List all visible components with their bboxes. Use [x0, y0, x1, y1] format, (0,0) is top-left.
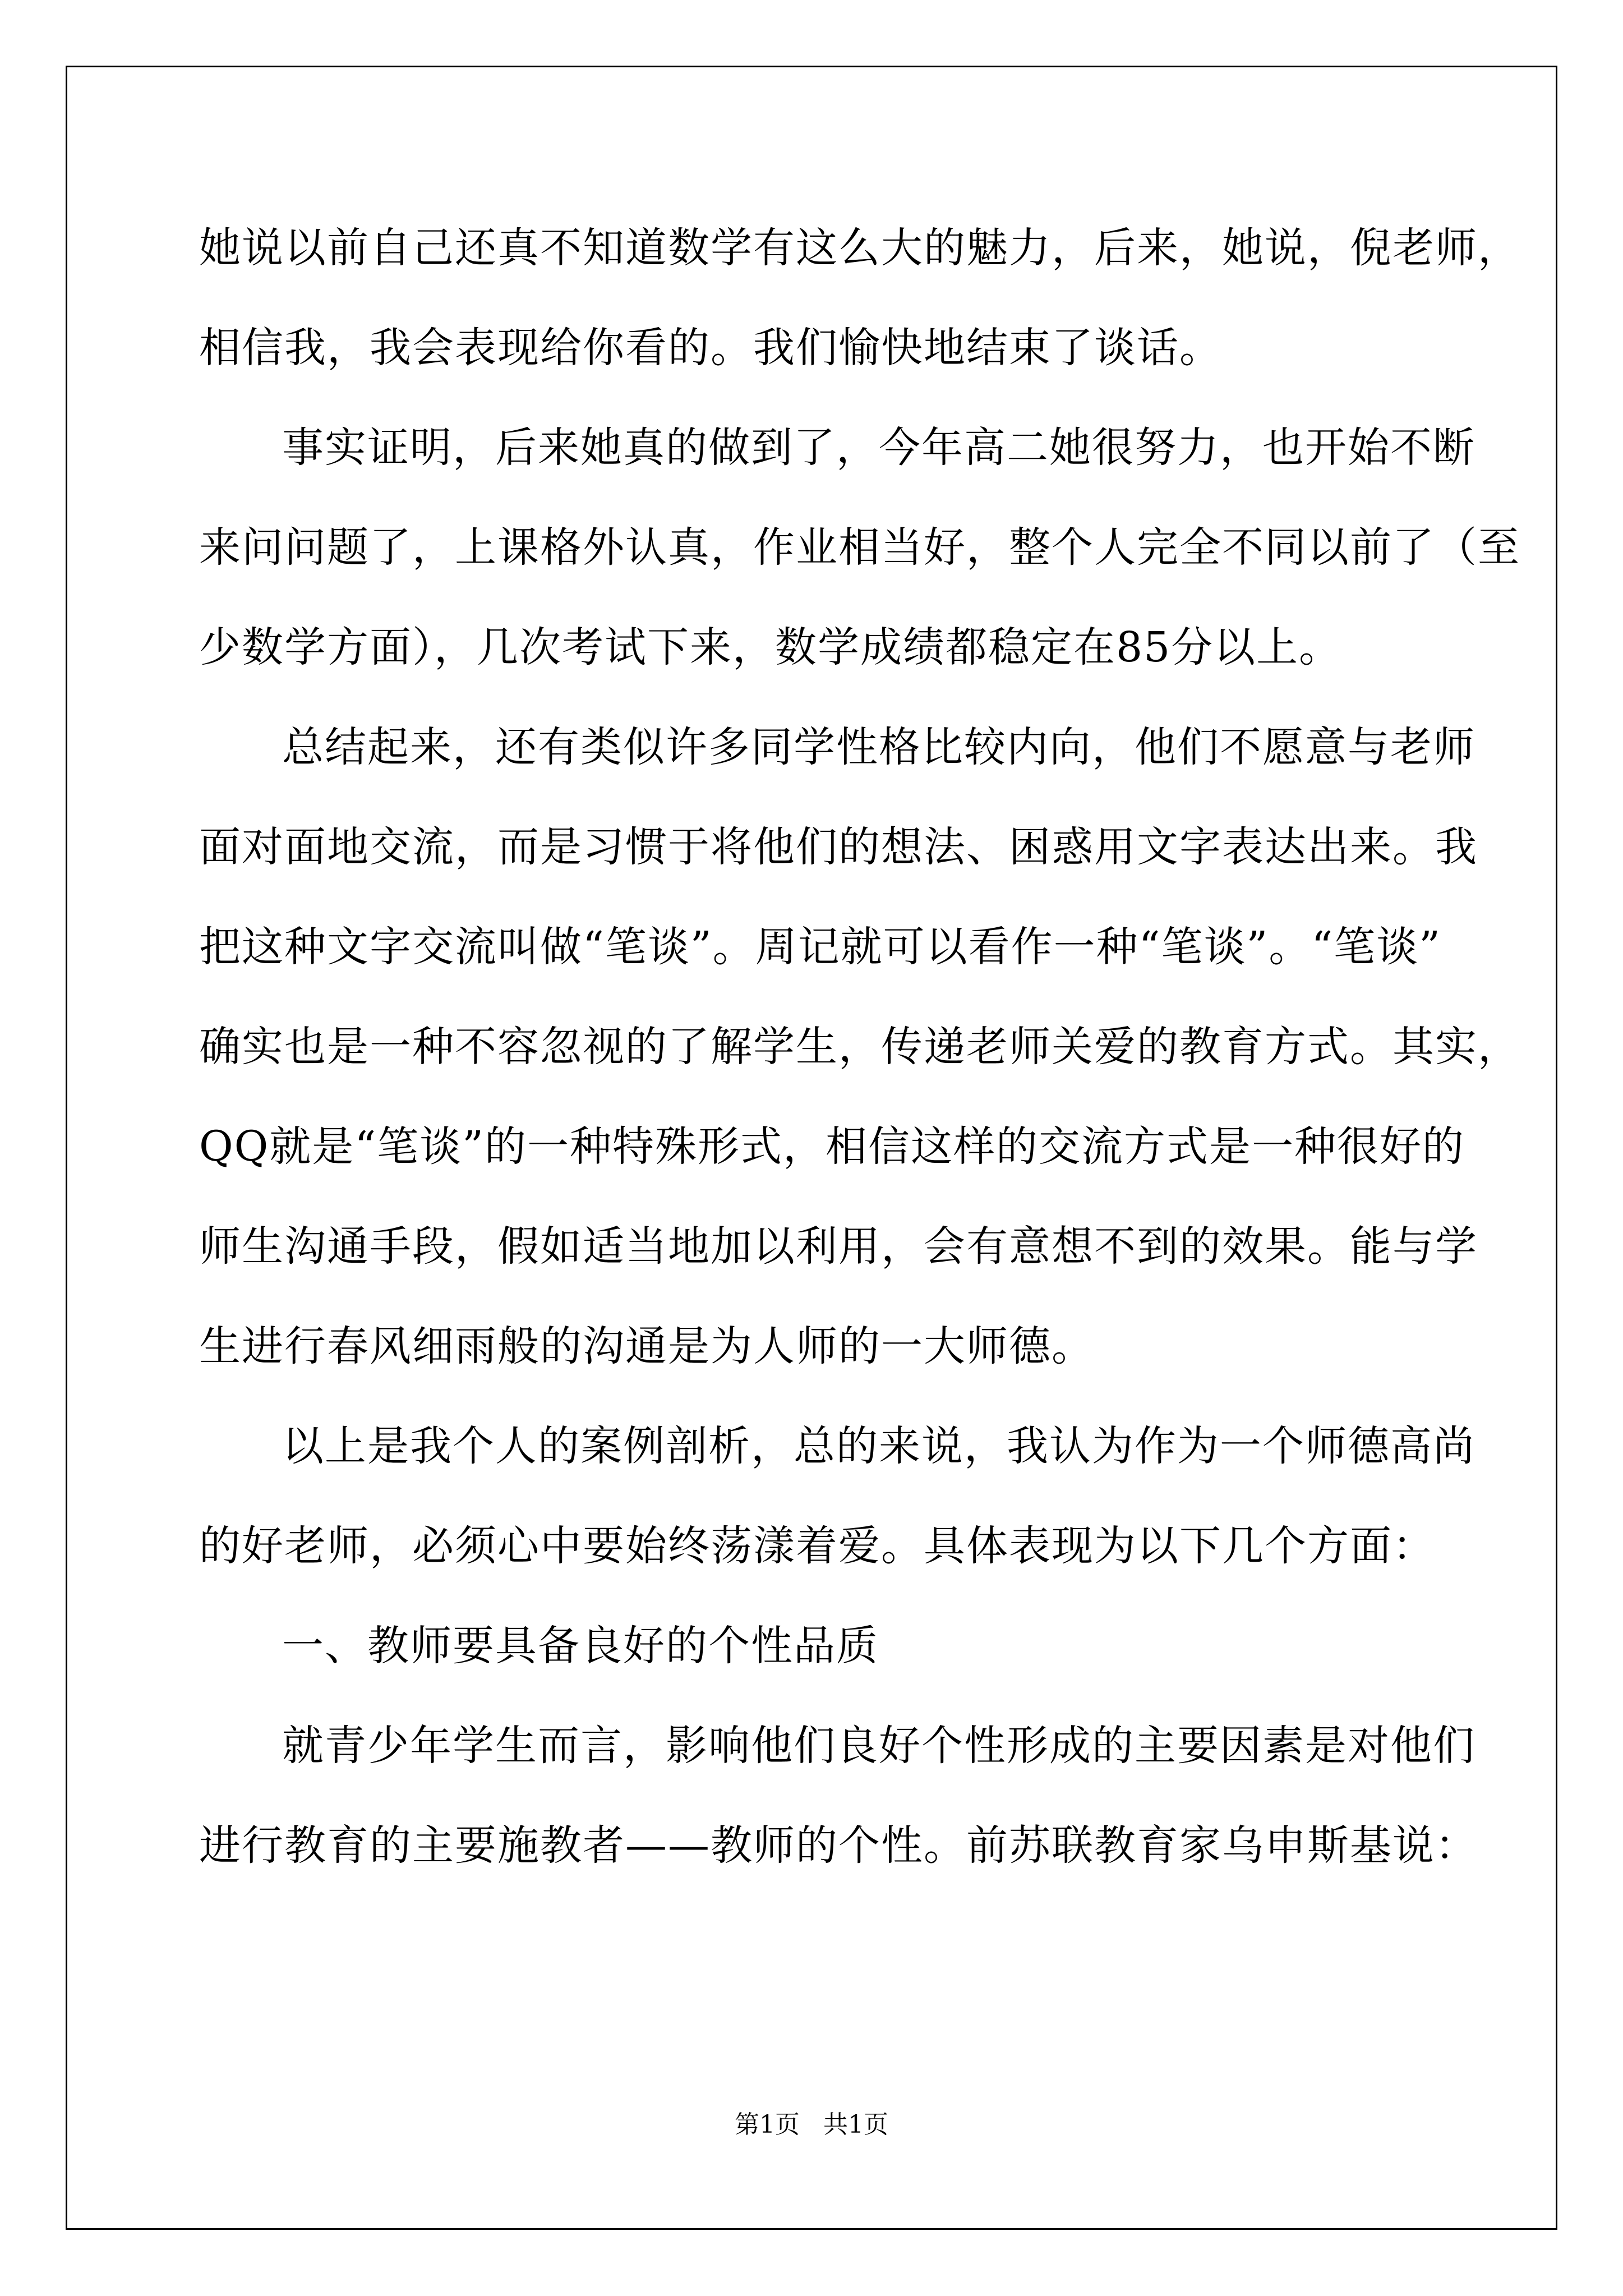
text-line: 总结起来，还有类似许多同学性格比较内向，他们不愿意与老师 — [282, 723, 1476, 771]
text-line: 面对面地交流，而是习惯于将他们的想法、困惑用文字表达出来。我 — [199, 823, 1478, 871]
text-line: QQ就是“笔谈”的一种特殊形式，相信这样的交流方式是一种很好的 — [199, 1122, 1465, 1171]
text-line: 来问问题了，上课格外认真，作业相当好，整个人完全不同以前了（至 — [199, 523, 1520, 572]
text-line: 确实也是一种不容忽视的了解学生，传递老师关爱的教育方式。其实， — [199, 1023, 1520, 1071]
text-line: 进行教育的主要施教者——教师的个性。前苏联教育家乌申斯基说： — [199, 1821, 1478, 1870]
text-line: 的好老师，必须心中要始终荡漾着爱。具体表现为以下几个方面： — [199, 1522, 1435, 1570]
text-line: 事实证明，后来她真的做到了，今年高二她很努力，也开始不断 — [282, 424, 1476, 472]
text-line: 她说以前自己还真不知道数学有这么大的魅力，后来，她说，倪老师， — [199, 224, 1520, 272]
section-heading: 一、教师要具备良好的个性品质 — [282, 1622, 879, 1670]
text-line: 以上是我个人的案例剖析，总的来说，我认为作为一个师德高尚 — [282, 1422, 1476, 1470]
text-line: 相信我，我会表现给你看的。我们愉快地结束了谈话。 — [199, 324, 1222, 372]
text-line: 就青少年学生而言，影响他们良好个性形成的主要因素是对他们 — [282, 1722, 1476, 1770]
text-line: 生进行春风细雨般的沟通是为人师的一大师德。 — [199, 1322, 1094, 1370]
text-line: 师生沟通手段，假如适当地加以利用，会有意想不到的效果。能与学 — [199, 1222, 1478, 1271]
page-footer: 第1页 共1页 — [735, 2110, 888, 2139]
text-line: 少数学方面），几次考试下来，数学成绩都稳定在85分以上。 — [199, 623, 1342, 671]
text-line: 把这种文字交流叫做“笔谈”。周记就可以看作一种“笔谈”。“笔谈” — [199, 923, 1441, 971]
